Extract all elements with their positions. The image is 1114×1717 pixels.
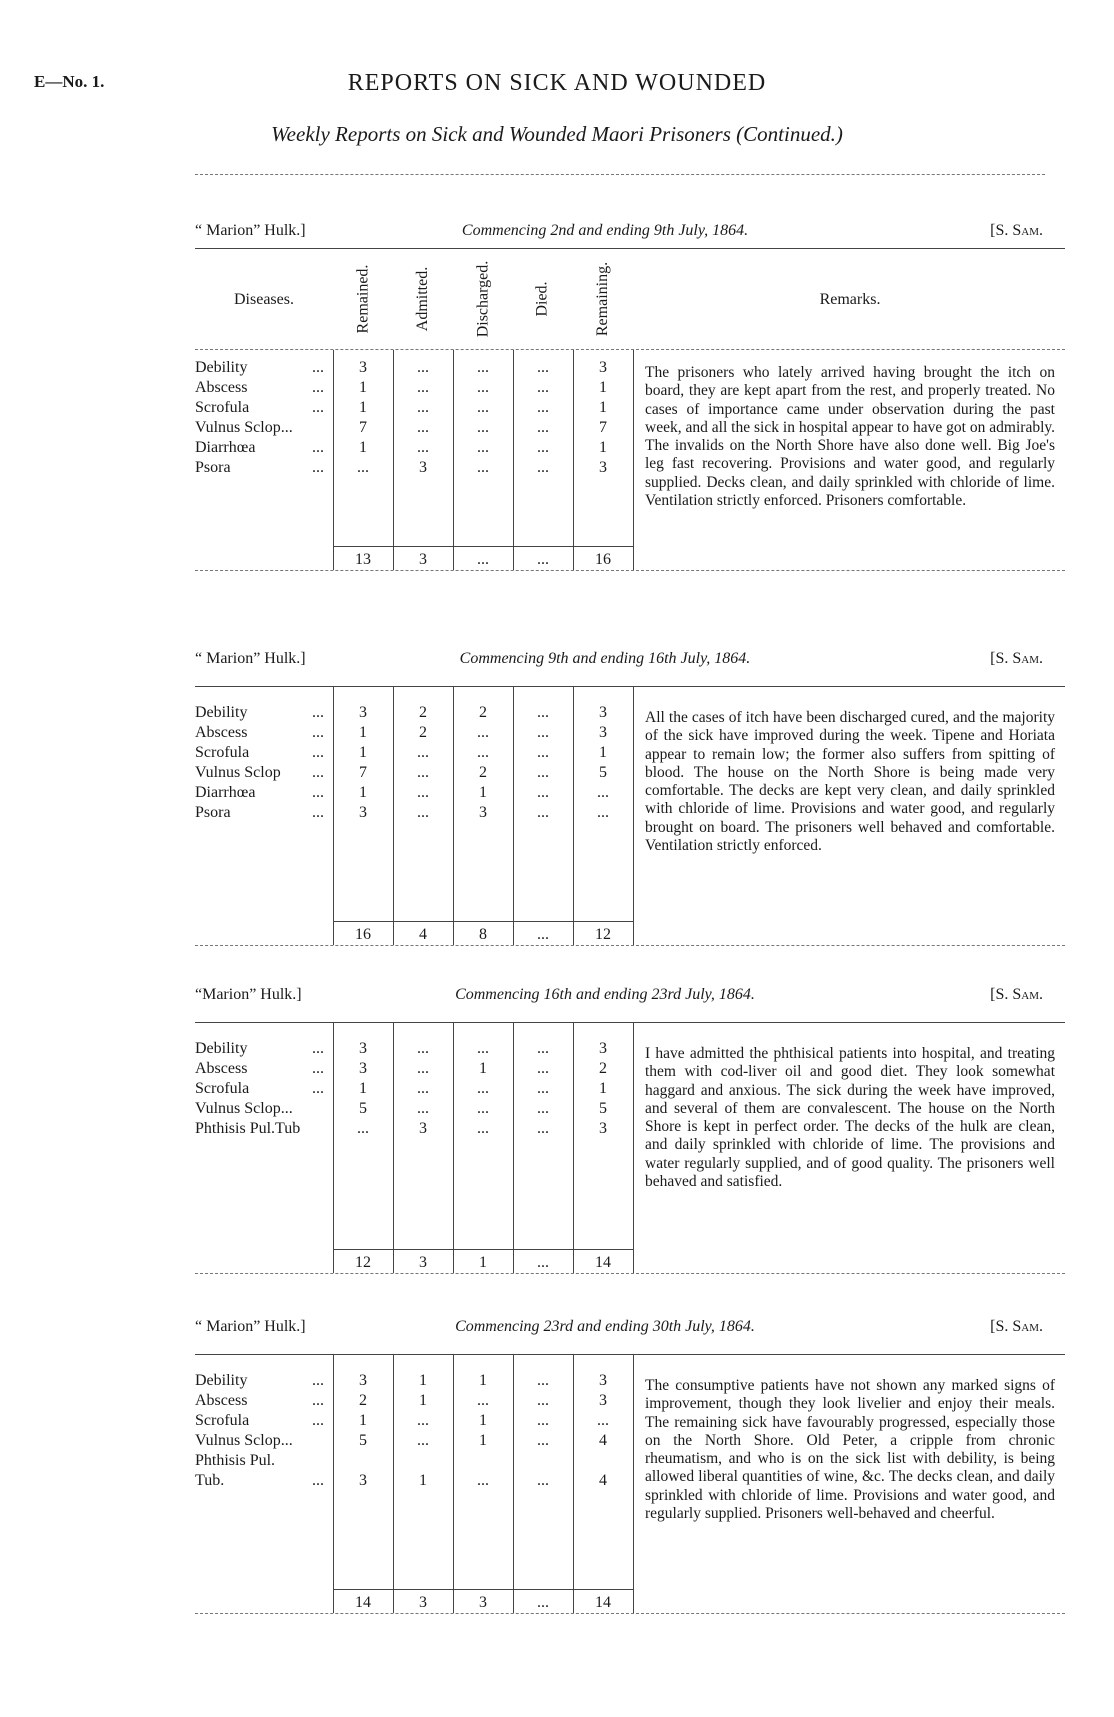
remained-value: 2: [359, 1392, 367, 1409]
died-value: ...: [537, 724, 549, 741]
discharged-value: ...: [477, 439, 489, 456]
table-row: [195, 1099, 635, 1119]
table-row: [195, 398, 635, 418]
died-value: ...: [537, 784, 549, 801]
died-value: ...: [537, 419, 549, 436]
remained-value: 1: [359, 744, 367, 761]
discharged-value: 1: [479, 1412, 487, 1429]
died-value: ...: [537, 704, 549, 721]
remarks-text: The prisoners who lately arrived having brought the itch on board, they are kept apart from the rest, and properly treated. No cases of importance came under observation during the past week, and all the sick in hospital appear to have got on admirably. The invalids on the North Shore have also done well. Big Joe's leg fast recovering. Provisions and water good, and regularly supplied. Decks clean, and daily sprinkled with chloride of lime. Ventilation strictly enforced. Prisoners comfortable.: [645, 364, 1055, 510]
died-value: ...: [537, 1472, 549, 1489]
remained-value: 1: [359, 439, 367, 456]
died-value: ...: [537, 1392, 549, 1409]
remained-value: 1: [359, 724, 367, 741]
remained-value: 1: [359, 784, 367, 801]
disease-name: Debility ...: [195, 1040, 324, 1057]
remaining-value: ...: [597, 804, 609, 821]
remained-value: 3: [359, 1040, 367, 1057]
report-signature: [S. Sam.: [990, 1318, 1043, 1335]
page-reference: E—No. 1.: [34, 72, 105, 91]
disease-name: Psora ...: [195, 459, 324, 476]
disease-name: Vulnus Sclop...: [195, 419, 293, 436]
report-table: [195, 1354, 1065, 1613]
total-value: 14: [595, 1254, 611, 1271]
table-row: [195, 1371, 635, 1391]
disease-name: Diarrhœa ...: [195, 784, 324, 801]
total-value: 3: [419, 1254, 427, 1271]
divider: [195, 1273, 1065, 1274]
died-value: ...: [537, 1432, 549, 1449]
column-header-died: Died.: [533, 281, 551, 317]
discharged-value: ...: [477, 1040, 489, 1057]
discharged-value: 2: [479, 764, 487, 781]
total-value: 12: [355, 1254, 371, 1271]
admitted-value: 3: [419, 459, 427, 476]
remained-value: 3: [359, 804, 367, 821]
table-row: [195, 1039, 635, 1059]
discharged-value: ...: [477, 359, 489, 376]
page-subtitle: Weekly Reports on Sick and Wounded Maori Prisoners (Continued.): [271, 122, 843, 146]
remained-value: 7: [359, 764, 367, 781]
died-value: ...: [537, 1372, 549, 1389]
table-row: [195, 1431, 635, 1451]
died-value: ...: [537, 379, 549, 396]
total-value: 13: [355, 551, 371, 568]
disease-name: Abscess ...: [195, 1392, 324, 1409]
column-header-remarks: Remarks.: [819, 291, 881, 308]
admitted-value: ...: [417, 379, 429, 396]
admitted-value: ...: [417, 744, 429, 761]
report-table: [195, 1022, 1065, 1273]
disease-name: Scrofula ...: [195, 1412, 324, 1429]
remaining-value: 1: [599, 439, 607, 456]
disease-name: Vulnus Sclop...: [195, 1100, 293, 1117]
remaining-value: 5: [599, 764, 607, 781]
disease-name: Psora ...: [195, 804, 324, 821]
hulk-name: “ Marion” Hulk.]: [195, 1318, 306, 1335]
column-header-diseases: Diseases.: [234, 291, 294, 308]
report-period: Commencing 16th and ending 23rd July, 1864.: [455, 986, 755, 1003]
disease-name: Vulnus Sclop ...: [195, 764, 324, 781]
total-value: ...: [537, 1254, 549, 1271]
remaining-value: 3: [599, 704, 607, 721]
admitted-value: 1: [419, 1372, 427, 1389]
disease-name: Debility ...: [195, 359, 324, 376]
total-value: 4: [419, 926, 427, 943]
died-value: ...: [537, 1060, 549, 1077]
column-header-admitted: Admitted.: [414, 266, 431, 332]
table-row: [195, 458, 635, 478]
report-signature: [S. Sam.: [990, 222, 1043, 239]
total-value: ...: [477, 551, 489, 568]
disease-name: Diarrhœa ...: [195, 439, 324, 456]
remaining-value: 7: [599, 419, 607, 436]
totals-row: [333, 921, 633, 944]
column-header-remained: Remained.: [354, 264, 371, 334]
report-period: Commencing 23rd and ending 30th July, 1864.: [455, 1318, 755, 1335]
died-value: ...: [537, 1080, 549, 1097]
total-value: 12: [595, 926, 611, 943]
disease-name: Scrofula ...: [195, 1080, 324, 1097]
total-value: 1: [479, 1254, 487, 1271]
died-value: ...: [537, 1100, 549, 1117]
died-value: ...: [537, 1412, 549, 1429]
discharged-value: ...: [477, 1472, 489, 1489]
column-header-discharged: Discharged.: [474, 260, 492, 338]
discharged-value: ...: [477, 1100, 489, 1117]
remaining-value: 1: [599, 379, 607, 396]
total-value: 16: [595, 551, 611, 568]
admitted-value: 3: [419, 1120, 427, 1137]
report-signature: [S. Sam.: [990, 650, 1043, 667]
disease-name: Vulnus Sclop...: [195, 1432, 293, 1449]
disease-name: Phthisis Pul.: [195, 1452, 276, 1469]
died-value: ...: [537, 439, 549, 456]
table-row: [195, 1119, 635, 1139]
remaining-value: 1: [599, 399, 607, 416]
total-value: 16: [355, 926, 371, 943]
remaining-value: 3: [599, 359, 607, 376]
table-row: [195, 1411, 635, 1431]
table-row: [195, 763, 635, 783]
total-value: 8: [479, 926, 487, 943]
table-row: [195, 743, 635, 763]
weekly-report-1: [195, 222, 1065, 570]
report-header: [195, 650, 1065, 676]
report-period: Commencing 2nd and ending 9th July, 1864.: [461, 222, 749, 239]
remaining-value: 1: [599, 1080, 607, 1097]
discharged-value: 1: [479, 1060, 487, 1077]
remarks-text: All the cases of itch have been discharged cured, and the majority of the sick have improved during the week. Tipene and Horiata appear to remain low; the former also suffers from spitting of blood. The house on the North Shore is being made very comfortable. The decks are kept very clean, and daily sprinkled with chloride of lime. Provisions and water good, and regularly brought on board. The prisoners well behaved and comfortable. Ventilation strictly enforced.: [645, 709, 1055, 855]
discharged-value: 2: [479, 704, 487, 721]
total-value: ...: [537, 926, 549, 943]
weekly-report-3: [195, 986, 1065, 1273]
report-header: [195, 222, 1065, 248]
disease-name: Phthisis Pul.Tub: [195, 1120, 301, 1137]
remained-value: 3: [359, 704, 367, 721]
discharged-value: 1: [479, 784, 487, 801]
remaining-value: 3: [599, 1372, 607, 1389]
total-value: 3: [479, 1594, 487, 1611]
died-value: ...: [537, 1120, 549, 1137]
remaining-value: ...: [597, 1412, 609, 1429]
admitted-value: ...: [417, 1432, 429, 1449]
disease-name: Abscess ...: [195, 1060, 324, 1077]
admitted-value: ...: [417, 399, 429, 416]
total-value: 3: [419, 551, 427, 568]
page-title: REPORTS ON SICK AND WOUNDED: [347, 70, 767, 96]
remained-value: 5: [359, 1432, 367, 1449]
remaining-value: 3: [599, 1120, 607, 1137]
hulk-name: “ Marion” Hulk.]: [195, 650, 306, 667]
remaining-value: 4: [599, 1472, 607, 1489]
admitted-value: ...: [417, 359, 429, 376]
table-row: [195, 723, 635, 743]
table-row: [195, 1079, 635, 1099]
remaining-value: 3: [599, 459, 607, 476]
remained-value: ...: [357, 459, 369, 476]
discharged-value: ...: [477, 379, 489, 396]
admitted-value: ...: [417, 1060, 429, 1077]
remarks-text: The consumptive patients have not shown any marked signs of improvement, though they look livelier and enjoy their meals. The remaining sick have favourably progressed, especially those on the North Shore. Old Peter, a cripple from chronic rheumatism, and who is on the sick list with debility, is being allowed liberal quantities of wine, &c. The decks clean, and daily sprinkled with chloride of lime. Provisions and water good, and regularly supplied. Prisoners well-behaved and cheerful.: [645, 1377, 1055, 1523]
discharged-value: 3: [479, 804, 487, 821]
admitted-value: 1: [419, 1392, 427, 1409]
remaining-value: 3: [599, 724, 607, 741]
admitted-value: 2: [419, 724, 427, 741]
remained-value: 3: [359, 1372, 367, 1389]
total-value: ...: [537, 551, 549, 568]
table-row: [195, 703, 635, 723]
total-value: 14: [355, 1594, 371, 1611]
discharged-value: ...: [477, 459, 489, 476]
table-row: [195, 1059, 635, 1079]
weekly-report-2: [195, 650, 1065, 945]
disease-name: Scrofula ...: [195, 399, 324, 416]
remained-value: 3: [359, 1060, 367, 1077]
discharged-value: ...: [477, 1392, 489, 1409]
died-value: ...: [537, 399, 549, 416]
divider: [195, 174, 1045, 175]
discharged-value: ...: [477, 744, 489, 761]
remained-value: 5: [359, 1100, 367, 1117]
remaining-value: 5: [599, 1100, 607, 1117]
hulk-name: “ Marion” Hulk.]: [195, 222, 306, 239]
remarks-text: I have admitted the phthisical patients into hospital, and treating them with cod-liver oil and good diet. They look somewhat haggard and anxious. The sick during the week have improved, and several of them are convalescent. The house on the North Shore is kept in perfect order. The decks of the hulk are clean, and daily sprinkled with chloride of lime. The provisions and water regularly supplied, and of good quality. The prisoners well behaved and satisfied.: [645, 1045, 1055, 1191]
column-header-row: [195, 248, 1065, 350]
table-row: [195, 783, 635, 803]
table-row: [195, 1471, 635, 1491]
admitted-value: ...: [417, 419, 429, 436]
hulk-name: “Marion” Hulk.]: [195, 986, 302, 1003]
remained-value: 7: [359, 419, 367, 436]
admitted-value: ...: [417, 1080, 429, 1097]
discharged-value: ...: [477, 724, 489, 741]
remaining-value: 4: [599, 1432, 607, 1449]
divider: [195, 945, 1065, 946]
table-row: [195, 438, 635, 458]
report-signature: [S. Sam.: [990, 986, 1043, 1003]
remained-value: 3: [359, 1472, 367, 1489]
remaining-value: 1: [599, 744, 607, 761]
remaining-value: ...: [597, 784, 609, 801]
disease-name: Debility ...: [195, 1372, 324, 1389]
disease-name: Scrofula ...: [195, 744, 324, 761]
table-row: [195, 803, 635, 823]
table-row: [195, 1391, 635, 1411]
totals-row: [333, 1589, 633, 1612]
discharged-value: 1: [479, 1432, 487, 1449]
discharged-value: ...: [477, 1080, 489, 1097]
admitted-value: ...: [417, 1040, 429, 1057]
remained-value: 3: [359, 359, 367, 376]
remained-value: 1: [359, 399, 367, 416]
report-header: [195, 1318, 1065, 1344]
table-row: [195, 378, 635, 398]
died-value: ...: [537, 359, 549, 376]
report-period: Commencing 9th and ending 16th July, 1864.: [459, 650, 751, 667]
total-value: ...: [537, 1594, 549, 1611]
report-table: [195, 350, 1065, 570]
admitted-value: ...: [417, 764, 429, 781]
remaining-value: 3: [599, 1040, 607, 1057]
died-value: ...: [537, 764, 549, 781]
admitted-value: ...: [417, 804, 429, 821]
column-header-remaining: Remaining.: [594, 261, 611, 337]
discharged-value: ...: [477, 1120, 489, 1137]
table-row: [195, 358, 635, 378]
admitted-value: ...: [417, 439, 429, 456]
totals-row: [333, 546, 633, 569]
died-value: ...: [537, 744, 549, 761]
table-row: [195, 418, 635, 438]
admitted-value: ...: [417, 784, 429, 801]
total-value: 3: [419, 1594, 427, 1611]
admitted-value: 1: [419, 1472, 427, 1489]
admitted-value: 2: [419, 704, 427, 721]
disease-name: Tub. ...: [195, 1472, 324, 1489]
remained-value: 1: [359, 379, 367, 396]
table-row: [195, 1451, 635, 1471]
report-header: [195, 986, 1065, 1012]
totals-row: [333, 1249, 633, 1272]
divider: [195, 1613, 1065, 1614]
weekly-report-4: [195, 1318, 1065, 1613]
discharged-value: ...: [477, 399, 489, 416]
died-value: ...: [537, 459, 549, 476]
remained-value: ...: [357, 1120, 369, 1137]
report-table: [195, 686, 1065, 945]
total-value: 14: [595, 1594, 611, 1611]
divider: [195, 570, 1065, 571]
disease-name: Abscess ...: [195, 724, 324, 741]
remaining-value: 3: [599, 1392, 607, 1409]
died-value: ...: [537, 804, 549, 821]
discharged-value: ...: [477, 419, 489, 436]
disease-name: Abscess ...: [195, 379, 324, 396]
remained-value: 1: [359, 1412, 367, 1429]
died-value: ...: [537, 1040, 549, 1057]
admitted-value: ...: [417, 1100, 429, 1117]
remained-value: 1: [359, 1080, 367, 1097]
discharged-value: 1: [479, 1372, 487, 1389]
disease-name: Debility ...: [195, 704, 324, 721]
admitted-value: ...: [417, 1412, 429, 1429]
remaining-value: 2: [599, 1060, 607, 1077]
